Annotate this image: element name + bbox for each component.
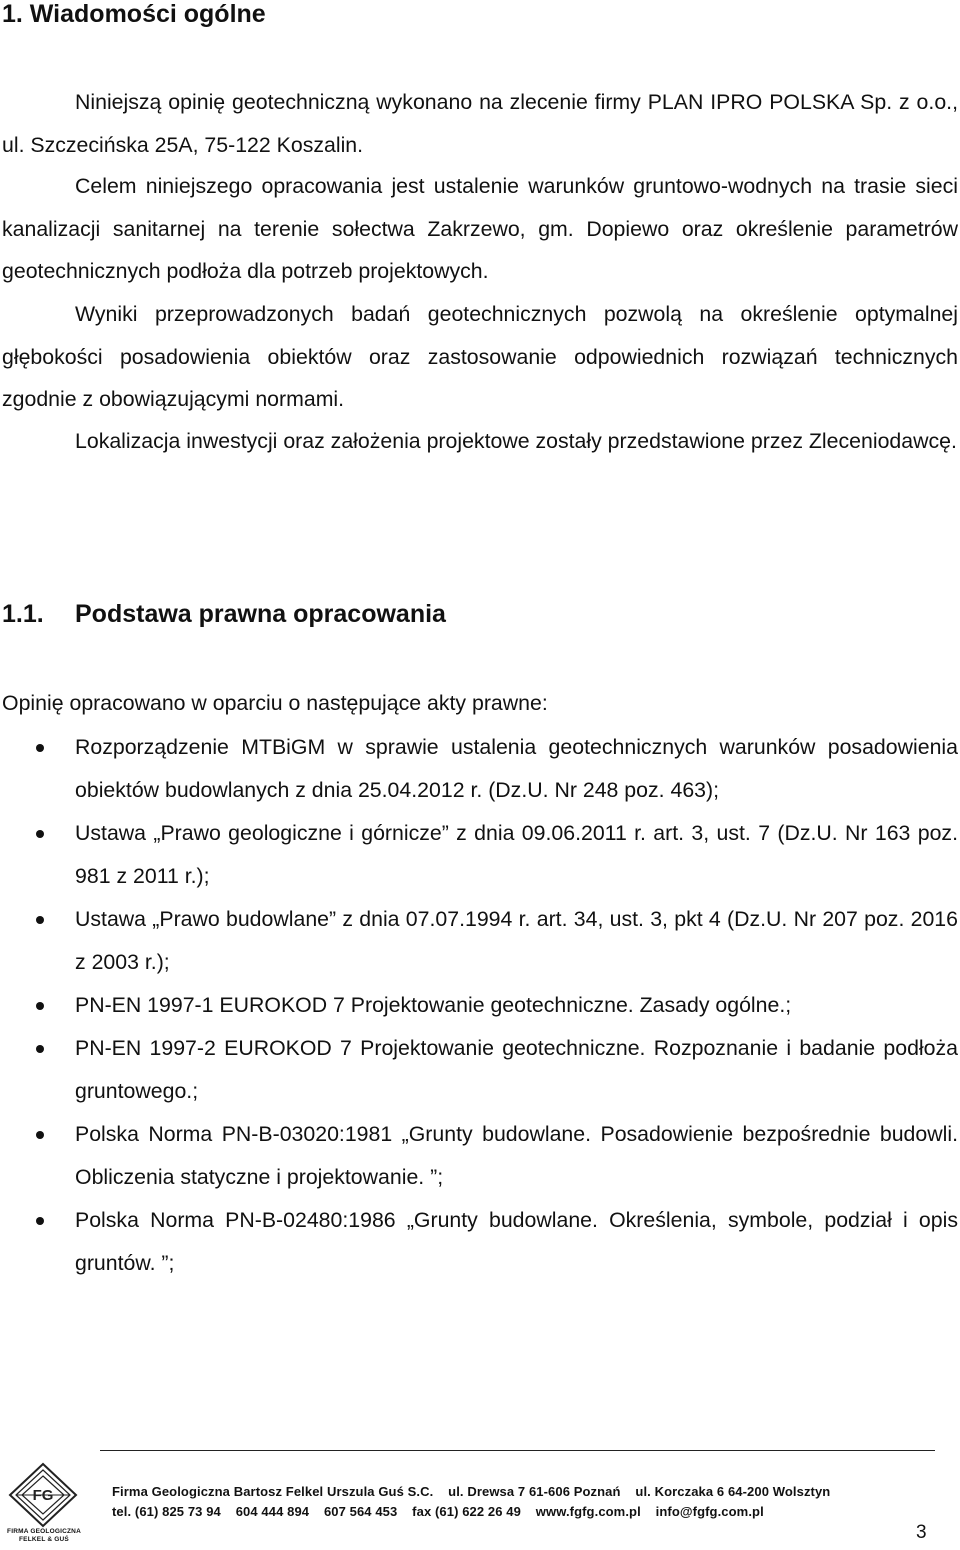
company-logo	[6, 1462, 80, 1546]
list-item	[0, 984, 958, 1027]
list-item	[0, 898, 958, 984]
logo-icon	[6, 1462, 80, 1528]
list-item-text: PN-EN 1997-1 EUROKOD 7 Projektowanie geotechniczne. Zasady ogólne.;	[75, 993, 792, 1017]
list-item	[0, 1027, 958, 1113]
list-item	[0, 1199, 958, 1285]
bullet-icon	[36, 916, 44, 924]
list-item	[0, 1113, 958, 1199]
page-number: 3	[916, 1522, 927, 1543]
list-item-text: Ustawa „Prawo geologiczne i górnicze” z dnia 09.06.2011 r. art. 3, ust. 7 (Dz.U. Nr 163 poz. 981 z 2011 r.);	[75, 821, 958, 888]
legal-basis-intro: Opinię opracowano w oparciu o następujące akty prawne:	[2, 691, 548, 715]
paragraph-commission: Niniejszą opinię geotechniczną wykonano na zlecenie firmy PLAN IPRO POLSKA Sp. z o.o., ul. Szczecińska 25A, 75-122 Koszalin.	[2, 90, 958, 157]
legal-acts-list	[0, 726, 960, 1285]
footer-divider	[100, 1450, 935, 1451]
list-item-text: Rozporządzenie MTBiGM w sprawie ustalenia geotechnicznych warunków posadowienia obiektów budowlanych z dnia 25.04.2012 r. (Dz.U. Nr 248 poz. 463);	[75, 735, 958, 802]
list-item-text: Polska Norma PN-B-02480:1986 „Grunty budowlane. Określenia, symbole, podział i opis gruntów. ”;	[75, 1208, 958, 1275]
section-title: Podstawa prawna opracowania	[75, 600, 446, 628]
section-heading-1: 1. Wiadomości ogólne	[2, 0, 266, 28]
bullet-icon	[36, 1217, 44, 1225]
paragraph-location: Lokalizacja inwestycji oraz założenia projektowe zostały przedstawione przez Zleceniodawcę.	[75, 429, 957, 453]
bullet-icon	[36, 830, 44, 838]
bullet-icon	[36, 1002, 44, 1010]
list-item-text: Polska Norma PN-B-03020:1981 „Grunty budowlane. Posadowienie bezpośrednie budowli. Obliczenia statyczne i projektowanie. ”;	[75, 1122, 958, 1189]
bullet-icon	[36, 1045, 44, 1053]
logo-text: FIRMA GEOLOGICZNA FELKEL & GUŚ	[7, 1528, 81, 1543]
list-item-text: Ustawa „Prawo budowlane” z dnia 07.07.1994 r. art. 34, ust. 3, pkt 4 (Dz.U. Nr 207 poz. 2016 z 2003 r.);	[75, 907, 958, 974]
list-item	[0, 726, 958, 812]
paragraph-purpose: Celem niniejszego opracowania jest ustalenie warunków gruntowo-wodnych na trasie sieci kanalizacji sanitarnej na terenie sołectwa Zakrzewo, gm. Dopiewo oraz określenie parametrów geotechnicznych podłoża dla potrzeb projektowych.	[2, 174, 958, 283]
bullet-icon	[36, 744, 44, 752]
bullet-icon	[36, 1131, 44, 1139]
logo-mark: FG	[32, 1487, 54, 1504]
section-heading-1-1	[2, 594, 446, 634]
list-item	[0, 812, 958, 898]
footer-address-line: Firma Geologiczna Bartosz Felkel Urszula Guś S.C. ul. Drewsa 7 61-606 Poznań ul. Korczaka 6 64-200 Wolsztyn	[112, 1484, 831, 1499]
paragraph-results: Wyniki przeprowadzonych badań geotechnicznych pozwolą na określenie optymalnej głębokości posadowienia obiektów oraz zastosowanie odpowiednich rozwiązań technicznych zgodnie z obowiązującymi normami.	[2, 302, 958, 411]
section-number: 1.1.	[2, 600, 44, 628]
footer-contact-line: tel. (61) 825 73 94 604 444 894 607 564 453 fax (61) 622 26 49 www.fgfg.com.pl info@fgfg.com.pl	[112, 1504, 764, 1519]
list-item-text: PN-EN 1997-2 EUROKOD 7 Projektowanie geotechniczne. Rozpoznanie i badanie podłoża gruntowego.;	[75, 1036, 958, 1103]
